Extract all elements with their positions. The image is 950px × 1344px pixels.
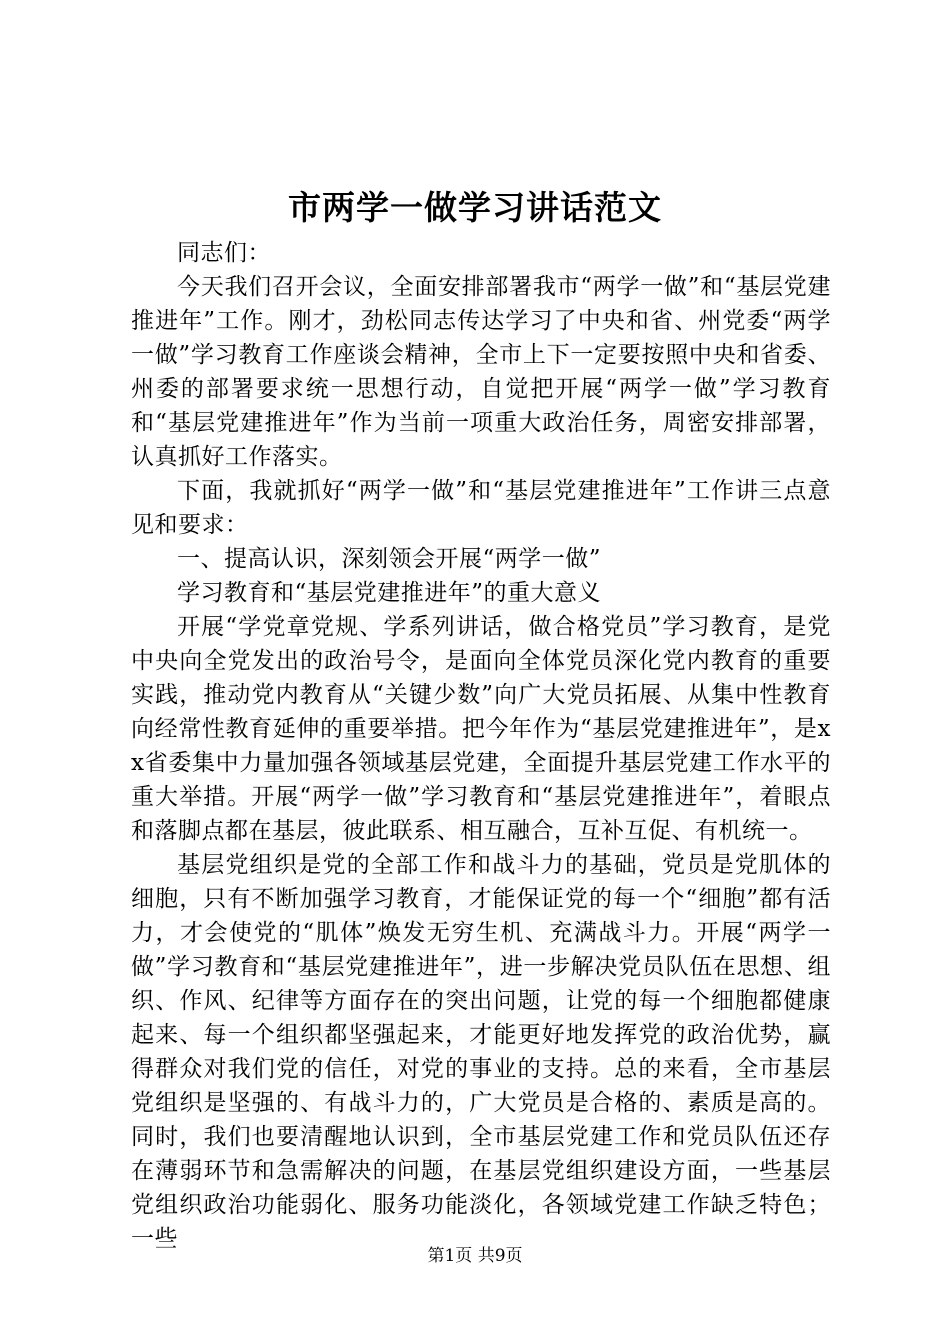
paragraph-foundation: 基层党组织是党的全部工作和战斗力的基础，党员是党肌体的细胞，只有不断加强学习教育，才能保证党的每一个“细胞”都有活力，才会使党的“肌体”焕发无穷生机、充满战斗力。开展“两学一做”学习教育和“基层党建推进年”，进一步解决党员队伍在思想、组织、作风、纪律等方面存在的突出问题，让党的每一个细胞都健康起来、每一个组织都坚强起来，才能更好地发挥党的政治优势，赢得群众对我们党的信任，对党的事业的支持。总的来看，全市基层党组织是坚强的、有战斗力的，广大党员是合格的、素质是高的。同时，我们也要清醒地认识到，全市基层党建工作和党员队伍还存在薄弱环节和急需解决的问题，在基层党组织建设方面，一些基层党组织政治功能弱化、服务功能淡化，各领域党建工作缺乏特色；一些 [131, 852, 831, 1252]
paragraph-greeting: 同志们： [177, 240, 271, 266]
paragraph-significance: 开展“学党章党规、学系列讲话，做合格党员”学习教育，是党中央向全党发出的政治号令，是面向全体党员深化党内教育的重要实践，推动党内教育从“关键少数”向广大党员拓展、从集中性教育向经常性教育延伸的重要举措。把今年作为“基层党建推进年”，是xx省委集中力量加强各领域基层党建，全面提升基层党建工作水平的重大举措。开展“两学一做”学习教育和“基层党建推进年”，着眼点和落脚点都在基层，彼此联系、相互融合，互补互促、有机统一。 [131, 614, 831, 844]
section-heading-line-1: 一、提高认识，深刻领会开展“两学一做” [177, 546, 602, 572]
page-number-footer: 第1页 共9页 [427, 1246, 523, 1266]
section-heading-line-2: 学习教育和“基层党建推进年”的重大意义 [177, 580, 602, 606]
paragraph-intro: 今天我们召开会议，全面安排部署我市“两学一做”和“基层党建推进年”工作。刚才，劲松同志传达学习了中央和省、州党委“两学一做”学习教育工作座谈会精神，全市上下一定要按照中央和省委、州委的部署要求统一思想行动，自觉把开展“两学一做”学习教育和“基层党建推进年”作为当前一项重大政治任务，周密安排部署，认真抓好工作落实。 [131, 274, 831, 470]
document-body [131, 236, 831, 1256]
paragraph-outline: 下面，我就抓好“两学一做”和“基层党建推进年”工作讲三点意见和要求： [131, 478, 831, 538]
document-title: 市两学一做学习讲话范文 [288, 188, 662, 227]
